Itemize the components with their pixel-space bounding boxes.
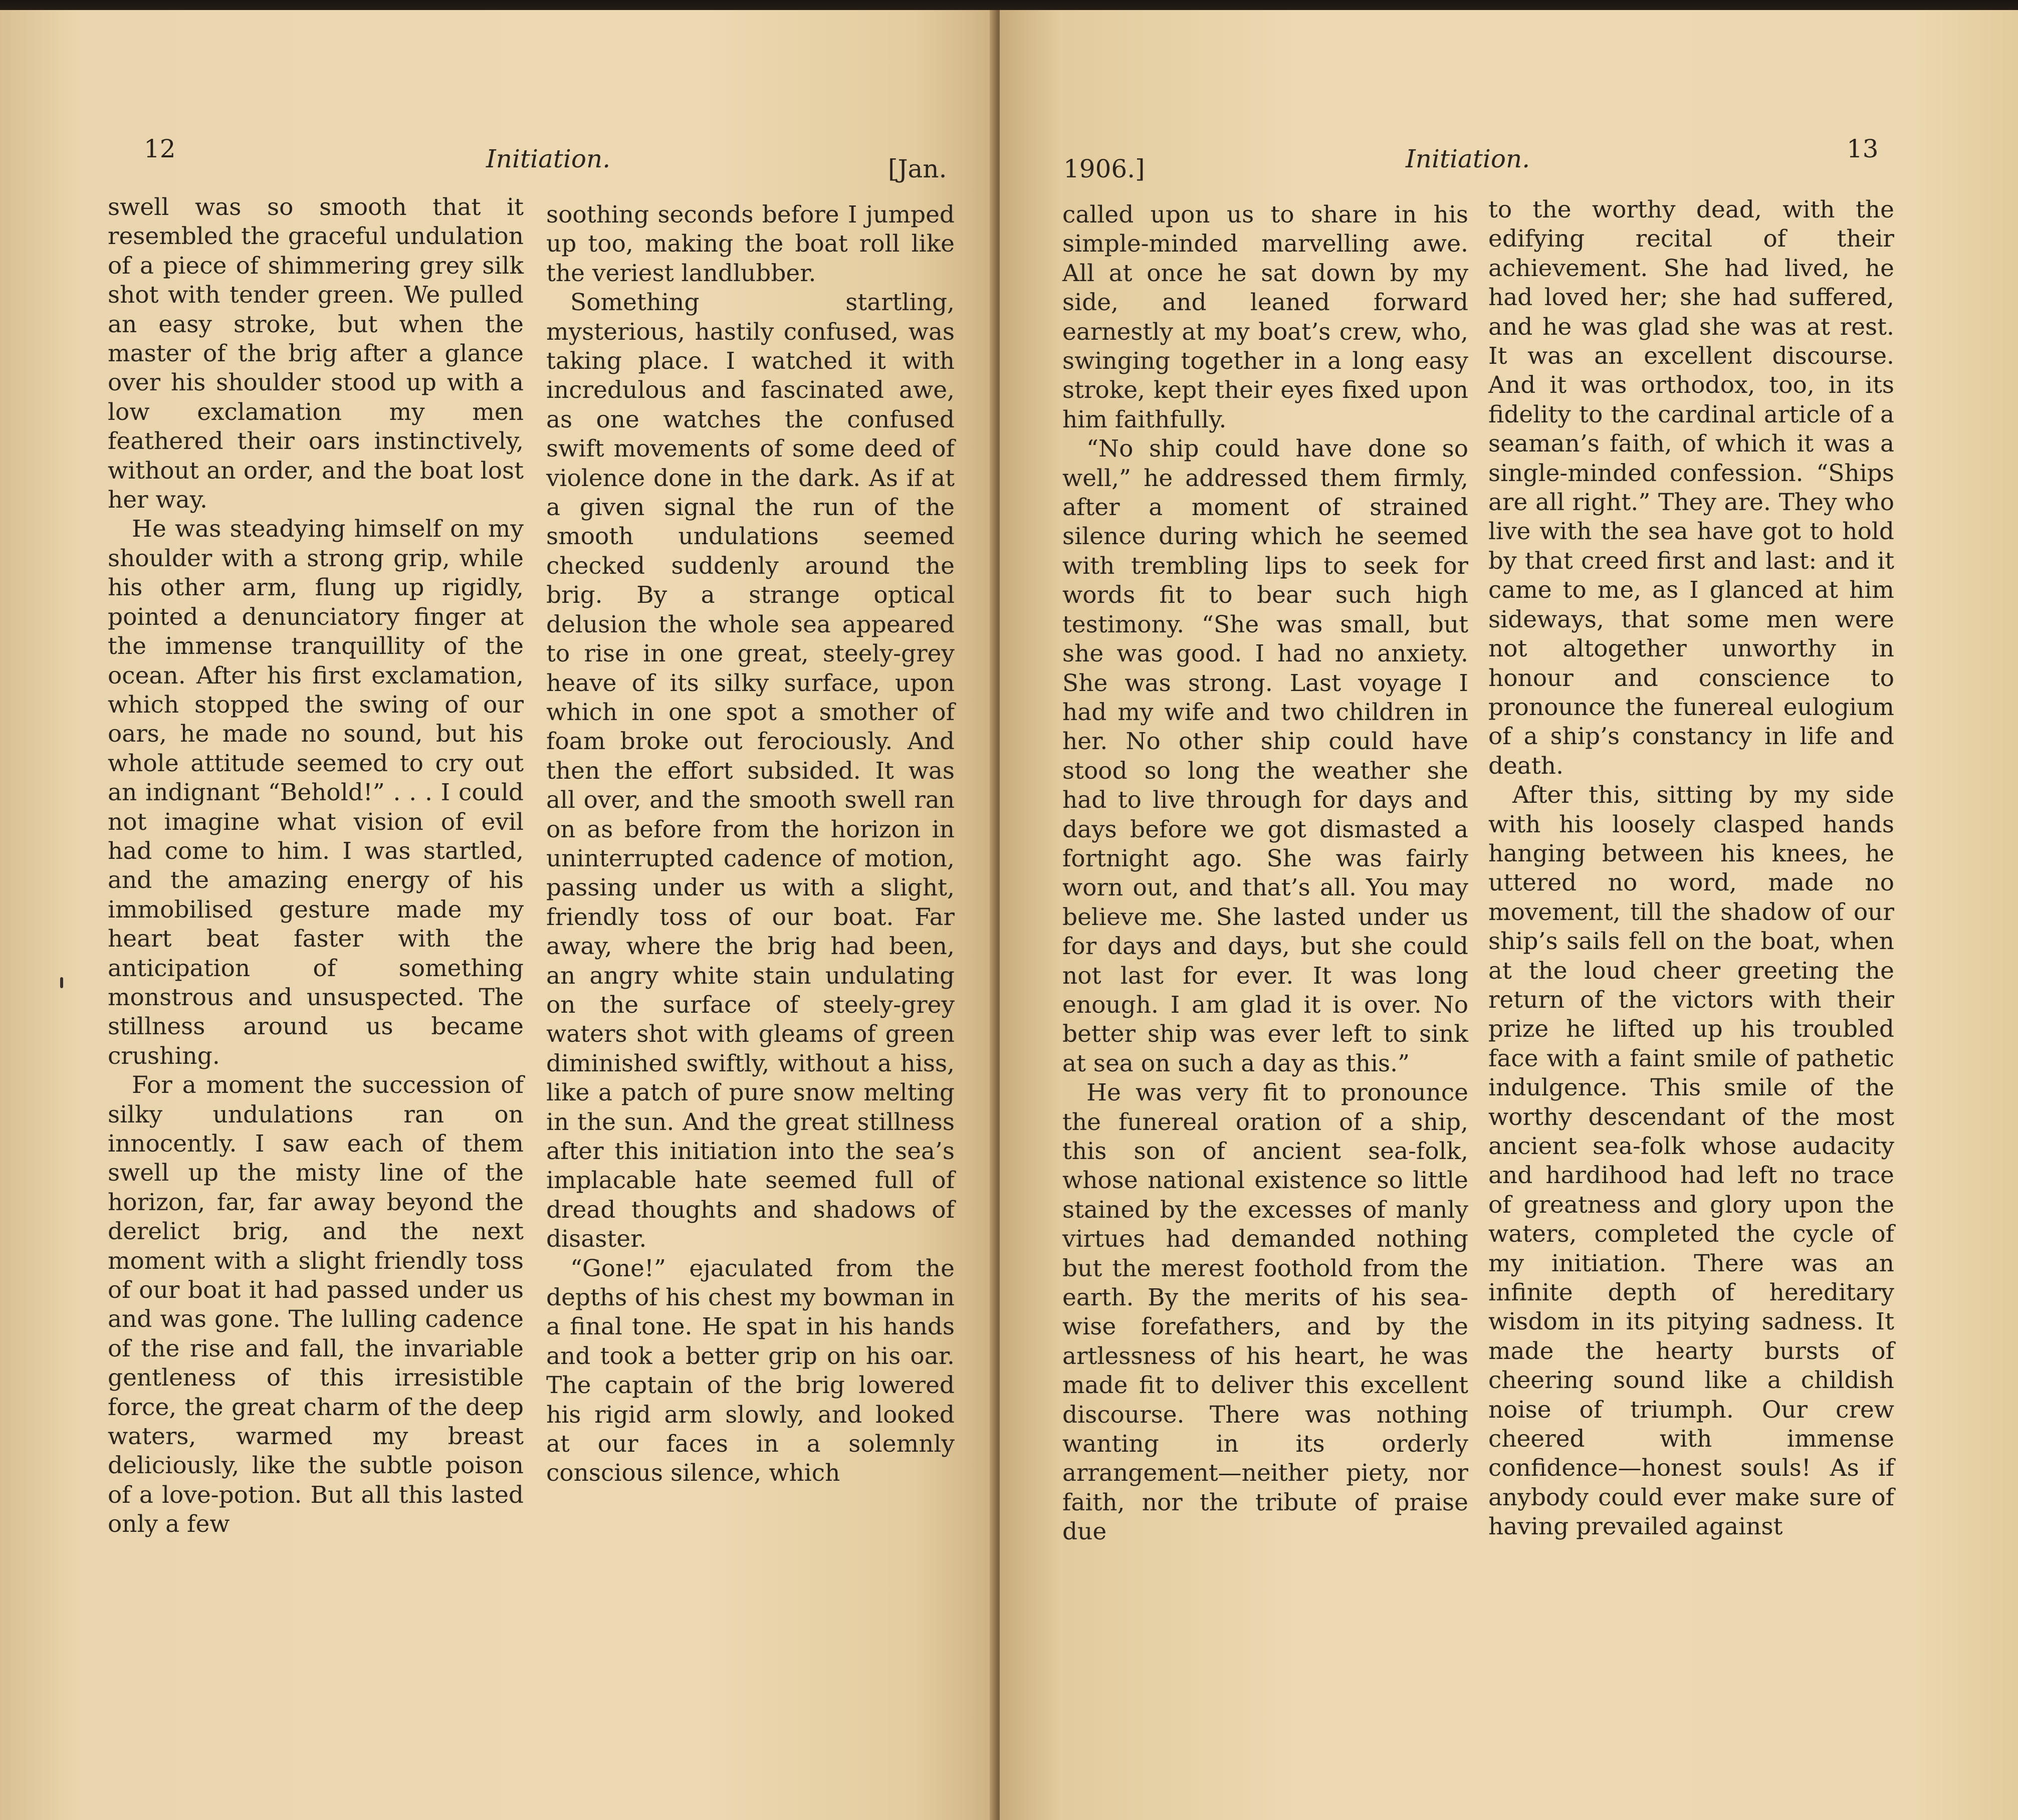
page-number: 13 — [1847, 134, 1879, 163]
paragraph: “Gone!” ejaculated from the depths of his chest my bowman in a final tone. He spat in his hands and took a better grip on his oar. The captain of the brig lowered his rigid arm slowly, and looked at our faces in a solemnly conscious silence, which — [546, 1254, 955, 1487]
paragraph: He was steadying himself on my shoulder with a strong grip, while his other arm, flung up rigidly, pointed a denunciatory finger at the immense tranquillity of the ocean. After his first exclamation, which stopped the swing of our oars, he made no sound, but his whole attitude seemed to cry out an indignant “Behold!” . . . I could not imagine what vision of evil had come to him. I was startled, and the amazing energy of his immobilised gesture made my heart beat faster with the anticipation of something monstrous and unsuspected. The stillness around us became crushing. — [108, 515, 524, 1070]
paragraph: Something startling, mysterious, hastily confused, was taking place. I watched it with incredulous and fascinated awe, as one watches the confused swift movements of some deed of violence done in the dark. As if at a given signal the run of the smooth undulations seemed checked suddenly around the brig. By a strange optical delusion the whole sea appeared to rise in one great, steely-grey heave of its silky surface, upon which in one spot a smother of foam broke out ferociously. And then the effort subsided. It was all over, and the smooth swell ran on as before from the horizon in uninterrupted cadence of motion, passing under us with a slight, friendly toss of our boat. Far away, where the brig had been, an angry white stain undulating on the surface of steely-grey waters shot with gleams of green diminished swiftly, without a hiss, like a patch of pure snow melting in the sun. And the great stillness after this initiation into the sea’s implacable hate seemed full of dread thoughts and shadows of disaster. — [546, 289, 955, 1253]
paragraph: For a moment the succession of silky undulations ran on innocently. I saw each of them swell up the misty line of the horizon, far, far away beyond the derelict brig, and the next moment with a slight friendly toss of our boat it had passed under us and was gone. The lulling cadence of the rise and fall, the invariable gentleness of this irresistible force, the great charm of the deep waters, warmed my breast deliciously, like the subtle poison of a love-potion. But all this lasted only a few — [108, 1071, 524, 1538]
paragraph: called upon us to share in his simple-minded marvelling awe. All at once he sat down by my side, and leaned forward earnestly at my boat’s crew, who, swinging together in a long easy stroke, kept their eyes fixed upon him faithfully. — [1062, 201, 1468, 433]
text-column-2 — [546, 200, 955, 1488]
text-column-2 — [1488, 195, 1894, 1542]
paragraph: He was very fit to pronounce the funereal oration of a ship, this son of ancient sea-folk, whose national existence so little stained by the excesses of manly virtues had demanded nothing but the merest foothold from the earth. By the merits of his sea-wise forefathers, and by the artlessness of his heart, he was made fit to deliver this excellent discourse. There was nothing wanting in its orderly arrangement—neither piety, nor faith, nor the tribute of praise due — [1062, 1079, 1468, 1546]
text-column-1 — [1062, 200, 1468, 1547]
right-page — [1000, 10, 2018, 1820]
paragraph: soothing seconds before I jumped up too, making the boat roll like the veriest landlubber. — [546, 201, 955, 287]
ink-speck — [60, 977, 63, 988]
date-mark: 1906.] — [1063, 154, 1145, 183]
paragraph: to the worthy dead, with the edifying recital of their achievement. She had lived, he had loved her; she had suffered, and he was glad she was at rest. It was an excellent discourse. And it was orthodox, too, in its fidelity to the cardinal article of a seaman’s faith, of which it was a single-minded confession. “Ships are all right.” They are. They who live with the sea have got to hold by that creed first and last: and it came to me, as I glanced at him sideways, that some men were not altogether unworthy in honour and conscience to pronounce the funereal eulogium of a ship’s constancy in life and death. — [1488, 196, 1894, 780]
date-mark: [Jan. — [888, 154, 947, 183]
paragraph: swell was so smooth that it resembled the graceful undulation of a piece of shimmering grey silk shot with tender green. We pulled an easy stroke, but when the master of the brig after a glance over his shoulder stood up with a low exclamation my men feathered their oars instinctively, without an order, and the boat lost her way. — [108, 193, 524, 514]
left-page — [0, 10, 995, 1820]
running-title: Initiation. — [486, 144, 611, 173]
paragraph: After this, sitting by my side with his loosely clasped hands hanging between his knees, he uttered no word, made no movement, till the shadow of our ship’s sails fell on the boat, when at the loud cheer greeting the return of the victors with their prize he lifted up his troubled face with a faint smile of pathetic indulgence. This smile of the worthy descendant of the most ancient sea-folk whose audacity and hardihood had left no trace of greatness and glory upon the waters, completed the cycle of my initiation. There was an infinite depth of hereditary wisdom in its pitying sadness. It made the hearty bursts of cheering sound like a childish noise of triumph. Our crew cheered with immense confidence—honest souls! As if anybody could ever make sure of having prevailed against — [1488, 781, 1894, 1541]
running-title: Initiation. — [1406, 144, 1530, 173]
paragraph: “No ship could have done so well,” he addressed them firmly, after a moment of strained silence during which he seemed with trembling lips to seek for words fit to bear such high testimony. “She was small, but she was good. I had no anxiety. She was strong. Last voyage I had my wife and two children in her. No other ship could have stood so long the weather she had to live through for days and days before we got dismasted a fortnight ago. She was fairly worn out, and that’s all. You may believe me. She lasted under us for days and days, but she could not last for ever. It was long enough. I am glad it is over. No better ship was ever left to sink at sea on such a day as this.” — [1062, 435, 1468, 1077]
page-number: 12 — [144, 134, 176, 163]
text-column-1 — [108, 193, 524, 1539]
